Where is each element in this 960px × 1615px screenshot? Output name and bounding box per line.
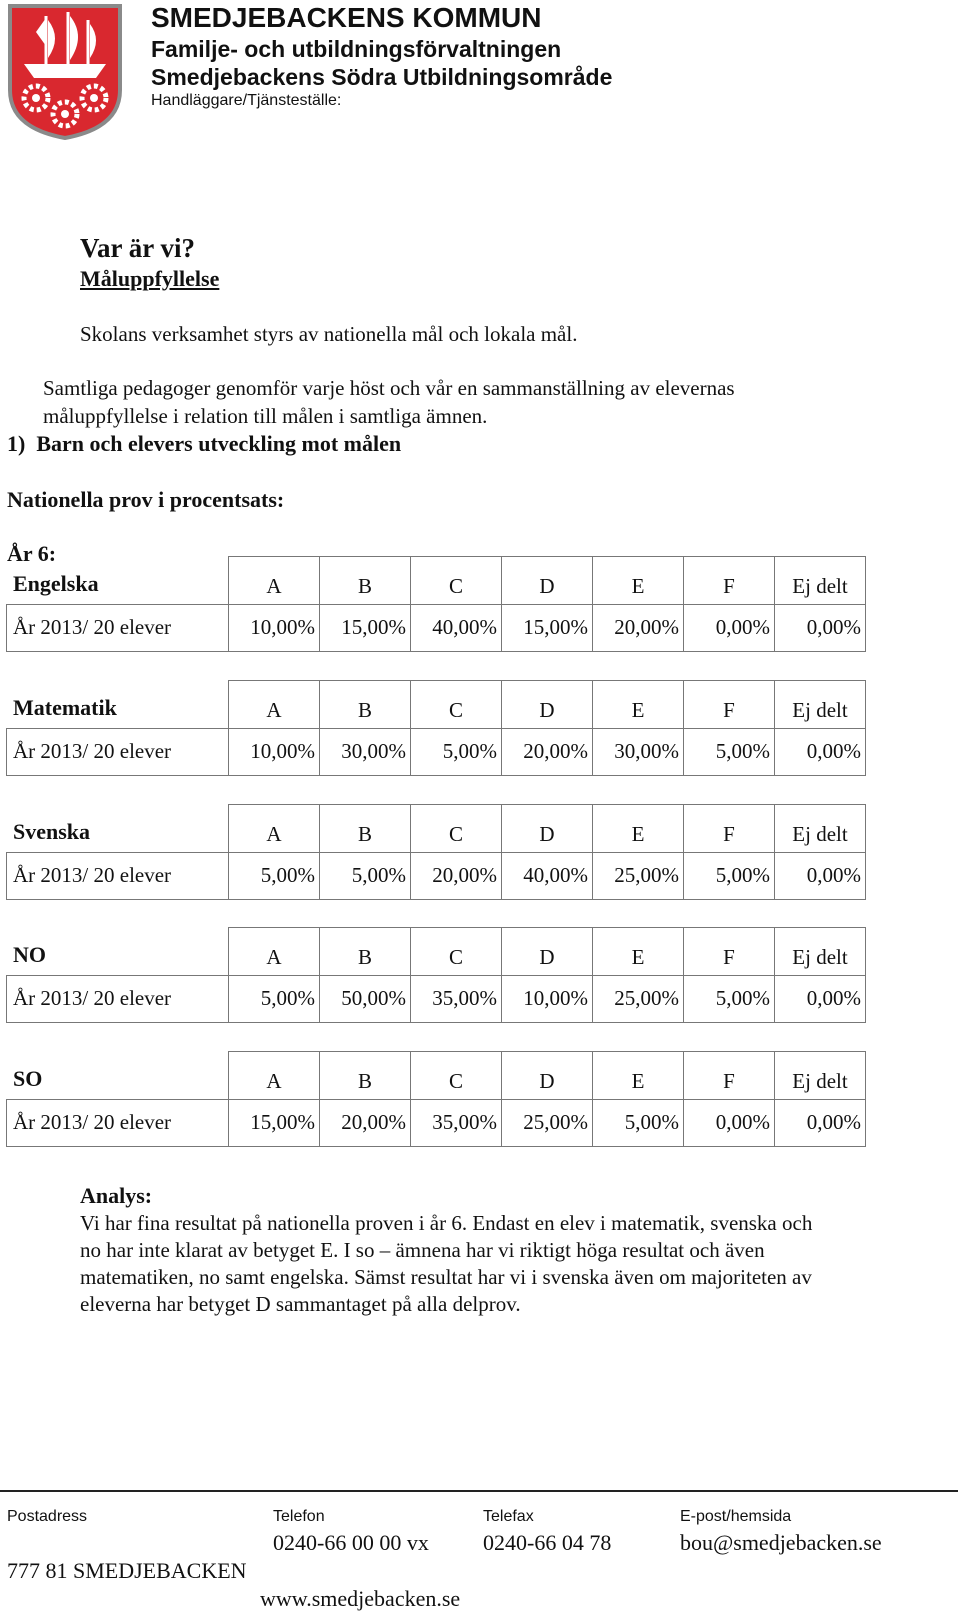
analysis-heading: Analys: xyxy=(80,1183,153,1208)
percentage-cell: 20,00% xyxy=(592,604,684,653)
subject-title: Svenska xyxy=(13,819,91,844)
percentage-cell: 30,00% xyxy=(319,728,411,777)
grade-header-cell: F xyxy=(683,927,775,976)
subject-title: Engelska xyxy=(13,571,99,596)
percentage-cell: 20,00% xyxy=(501,728,593,777)
grade-header-cell: B xyxy=(319,804,411,853)
organization-name: SMEDJEBACKENS KOMMUN xyxy=(151,2,542,33)
percentage-cell: 35,00% xyxy=(410,1099,502,1148)
percentage-cell: 5,00% xyxy=(228,975,320,1024)
page-title: Var är vi? xyxy=(80,233,196,263)
row-label-cell: År 2013/ 20 elever xyxy=(6,975,229,1024)
national-tests-heading: Nationella prov i procentsats: xyxy=(7,487,285,512)
grade-header-cell: A xyxy=(228,804,320,853)
grade-header-cell: E xyxy=(592,680,684,729)
intro-paragraph-2-line-1: Samtliga pedagoger genomför varje höst och vår en sammanställning av elevernas xyxy=(43,376,735,400)
grade-table xyxy=(6,1051,890,1146)
grade-header-cell: F xyxy=(683,1051,775,1100)
percentage-cell: 50,00% xyxy=(319,975,411,1024)
percentage-cell: 30,00% xyxy=(592,728,684,777)
grade-header-cell: A xyxy=(228,556,320,605)
footer-phone: 0240-66 00 00 vx xyxy=(273,1530,429,1555)
area-name: Smedjebackens Södra Utbildningsområde xyxy=(151,64,613,90)
grade-header-cell: F xyxy=(683,804,775,853)
row-label-cell: År 2013/ 20 elever xyxy=(6,852,229,901)
grade-table xyxy=(6,804,890,899)
grade-header-cell: B xyxy=(319,556,411,605)
percentage-cell: 35,00% xyxy=(410,975,502,1024)
page-subtitle: Måluppfyllelse xyxy=(80,266,220,291)
grade-header-cell: Ej delt xyxy=(774,1051,866,1100)
analysis-line: eleverna har betyget D sammantaget på alla delprov. xyxy=(80,1292,521,1316)
percentage-cell: 0,00% xyxy=(683,1099,775,1148)
percentage-cell: 40,00% xyxy=(410,604,502,653)
grade-header-cell: D xyxy=(501,804,593,853)
row-label-cell: År 2013/ 20 elever xyxy=(6,604,229,653)
grade-table xyxy=(6,556,890,651)
percentage-cell: 15,00% xyxy=(501,604,593,653)
row-label-cell: År 2013/ 20 elever xyxy=(6,728,229,777)
percentage-cell: 15,00% xyxy=(228,1099,320,1148)
footer-website-link[interactable]: www.smedjebacken.se xyxy=(260,1586,461,1611)
grade-header-cell: D xyxy=(501,680,593,729)
percentage-cell: 10,00% xyxy=(501,975,593,1024)
subject-title: NO xyxy=(13,942,46,967)
percentage-cell: 0,00% xyxy=(774,852,866,901)
municipality-crest-logo xyxy=(6,2,124,142)
analysis-line: Vi har fina resultat på nationella proven i år 6. Endast en elev i matematik, svenska och xyxy=(80,1211,813,1235)
grade-header-cell: A xyxy=(228,927,320,976)
subject-title: SO xyxy=(13,1066,43,1091)
grade-header-cell: C xyxy=(410,1051,502,1100)
grade-header-cell: C xyxy=(410,927,502,976)
grade-header-cell: B xyxy=(319,1051,411,1100)
percentage-cell: 5,00% xyxy=(410,728,502,777)
percentage-cell: 15,00% xyxy=(319,604,411,653)
percentage-cell: 5,00% xyxy=(228,852,320,901)
grade-header-cell: Ej delt xyxy=(774,927,866,976)
grade-table xyxy=(6,927,890,1022)
footer-address: 777 81 SMEDJEBACKEN xyxy=(7,1558,247,1583)
handler-label: Handläggare/Tjänsteställe: xyxy=(151,92,342,109)
percentage-cell: 0,00% xyxy=(774,975,866,1024)
footer-fax: 0240-66 04 78 xyxy=(483,1530,612,1555)
intro-paragraph: Skolans verksamhet styrs av nationella mål och lokala mål. xyxy=(80,322,578,346)
subject-title: Matematik xyxy=(13,695,117,720)
grade-header-cell: Ej delt xyxy=(774,804,866,853)
grade-header-cell: E xyxy=(592,556,684,605)
grade-header-cell: E xyxy=(592,927,684,976)
row-label-cell: År 2013/ 20 elever xyxy=(6,1099,229,1148)
percentage-cell: 25,00% xyxy=(592,975,684,1024)
percentage-cell: 5,00% xyxy=(683,975,775,1024)
grade-header-cell: C xyxy=(410,556,502,605)
analysis-line: no har inte klarat av betyget E. I so – ämnena har vi riktigt höga resultat och även xyxy=(80,1238,765,1262)
percentage-cell: 20,00% xyxy=(410,852,502,901)
grade-header-cell: C xyxy=(410,804,502,853)
section-heading: 1) Barn och elevers utveckling mot målen xyxy=(7,431,402,456)
grade-header-cell: A xyxy=(228,680,320,729)
grade-header-cell: Ej delt xyxy=(774,556,866,605)
percentage-cell: 5,00% xyxy=(683,852,775,901)
grade-header-cell: C xyxy=(410,680,502,729)
percentage-cell: 25,00% xyxy=(592,852,684,901)
percentage-cell: 5,00% xyxy=(319,852,411,901)
grade-header-cell: D xyxy=(501,927,593,976)
year-heading: År 6: xyxy=(7,541,57,566)
percentage-cell: 0,00% xyxy=(774,604,866,653)
percentage-cell: 0,00% xyxy=(774,1099,866,1148)
analysis-line: matematiken, no samt engelska. Sämst resultat har vi i svenska även om majoriteten av xyxy=(80,1265,812,1289)
footer-email-link[interactable]: bou@smedjebacken.se xyxy=(680,1530,882,1555)
department-name: Familje- och utbildningsförvaltningen xyxy=(151,36,562,62)
grade-header-cell: F xyxy=(683,556,775,605)
grade-header-cell: A xyxy=(228,1051,320,1100)
grade-table xyxy=(6,680,890,775)
grade-header-cell: D xyxy=(501,556,593,605)
percentage-cell: 5,00% xyxy=(683,728,775,777)
grade-header-cell: Ej delt xyxy=(774,680,866,729)
footer-email-label: E-post/hemsida xyxy=(680,1508,792,1525)
footer-address-label: Postadress xyxy=(7,1508,88,1525)
percentage-cell: 10,00% xyxy=(228,604,320,653)
grade-header-cell: F xyxy=(683,680,775,729)
percentage-cell: 0,00% xyxy=(683,604,775,653)
percentage-cell: 40,00% xyxy=(501,852,593,901)
grade-header-cell: B xyxy=(319,927,411,976)
footer-phone-label: Telefon xyxy=(273,1508,325,1525)
grade-header-cell: D xyxy=(501,1051,593,1100)
percentage-cell: 25,00% xyxy=(501,1099,593,1148)
percentage-cell: 5,00% xyxy=(592,1099,684,1148)
intro-paragraph-2-line-2: måluppfyllelse i relation till målen i samtliga ämnen. xyxy=(43,404,488,428)
percentage-cell: 0,00% xyxy=(774,728,866,777)
grade-header-cell: E xyxy=(592,1051,684,1100)
grade-header-cell: B xyxy=(319,680,411,729)
percentage-cell: 10,00% xyxy=(228,728,320,777)
percentage-cell: 20,00% xyxy=(319,1099,411,1148)
grade-header-cell: E xyxy=(592,804,684,853)
footer-fax-label: Telefax xyxy=(483,1508,534,1525)
footer-divider xyxy=(0,1490,958,1492)
